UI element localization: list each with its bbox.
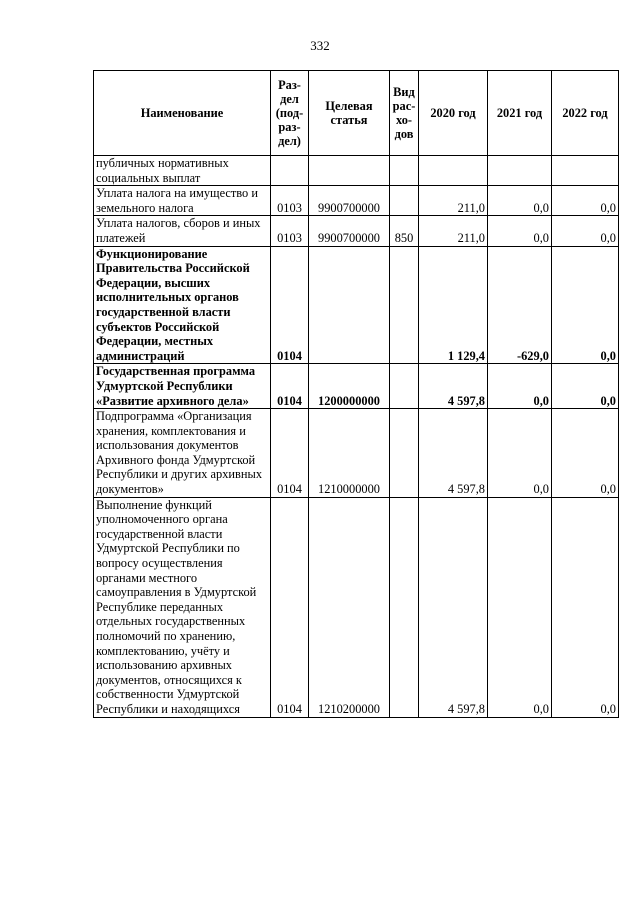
header-article: Целевая статья xyxy=(309,71,390,156)
cell-2021: 0,0 xyxy=(488,364,552,409)
cell-article xyxy=(309,246,390,364)
header-kind: Вид рас- хо- дов xyxy=(390,71,419,156)
cell-2021: 0,0 xyxy=(488,186,552,216)
cell-article: 9900700000 xyxy=(309,216,390,246)
cell-kind: 850 xyxy=(390,216,419,246)
cell-2020: 211,0 xyxy=(419,186,488,216)
cell-kind xyxy=(390,364,419,409)
cell-section xyxy=(271,156,309,186)
table-header-row xyxy=(94,71,619,156)
table-row xyxy=(94,186,619,216)
cell-2022: 0,0 xyxy=(552,409,619,498)
cell-2022: 0,0 xyxy=(552,246,619,364)
cell-article: 1200000000 xyxy=(309,364,390,409)
budget-table xyxy=(93,70,619,718)
header-2021: 2021 год xyxy=(488,71,552,156)
table-body xyxy=(94,156,619,718)
cell-article xyxy=(309,156,390,186)
cell-section: 0104 xyxy=(271,246,309,364)
cell-section: 0103 xyxy=(271,216,309,246)
cell-kind xyxy=(390,186,419,216)
table-row xyxy=(94,364,619,409)
cell-2021 xyxy=(488,156,552,186)
cell-2022: 0,0 xyxy=(552,364,619,409)
cell-2021: 0,0 xyxy=(488,409,552,498)
header-2020: 2020 год xyxy=(419,71,488,156)
cell-kind xyxy=(390,156,419,186)
cell-article: 1210000000 xyxy=(309,409,390,498)
cell-name: Функционирование Правительства Российской Федерации, высших исполнительных органов государственной власти субъектов Российской Федерации, местных администраций xyxy=(94,246,271,364)
cell-name: Выполнение функций уполномоченного органа государственной власти Удмуртской Республики по вопросу осуществления органами местного самоуправления в Удмуртской Республике переданных отдельных государственных полномочий по хранению, комплектованию, учёту и использованию архивных документов, относящихся к собственности Удмуртской Республики и находящихся xyxy=(94,497,271,717)
cell-2021: 0,0 xyxy=(488,497,552,717)
cell-name: Подпрограмма «Организация хранения, комплектования и использования документов Архивного фонда Удмуртской Республики и других архивных документов» xyxy=(94,409,271,498)
cell-2020: 4 597,8 xyxy=(419,409,488,498)
cell-2020: 4 597,8 xyxy=(419,497,488,717)
cell-name: публичных нормативных социальных выплат xyxy=(94,156,271,186)
cell-2022 xyxy=(552,156,619,186)
cell-kind xyxy=(390,497,419,717)
cell-2020: 4 597,8 xyxy=(419,364,488,409)
page-number: 332 xyxy=(310,38,330,53)
cell-name: Уплата налога на имущество и земельного налога xyxy=(94,186,271,216)
cell-2021: -629,0 xyxy=(488,246,552,364)
cell-2022: 0,0 xyxy=(552,186,619,216)
cell-section: 0104 xyxy=(271,409,309,498)
header-section: Раз- дел (под- раз- дел) xyxy=(271,71,309,156)
cell-2020: 1 129,4 xyxy=(419,246,488,364)
cell-name: Государственная программа Удмуртской Республики «Развитие архивного дела» xyxy=(94,364,271,409)
cell-section: 0103 xyxy=(271,186,309,216)
cell-2021: 0,0 xyxy=(488,216,552,246)
cell-2022: 0,0 xyxy=(552,216,619,246)
header-name: Наименование xyxy=(94,71,271,156)
cell-2020 xyxy=(419,156,488,186)
cell-2022: 0,0 xyxy=(552,497,619,717)
table-row xyxy=(94,497,619,717)
cell-kind xyxy=(390,409,419,498)
header-2022: 2022 год xyxy=(552,71,619,156)
cell-article: 1210200000 xyxy=(309,497,390,717)
cell-name: Уплата налогов, сборов и иных платежей xyxy=(94,216,271,246)
cell-section: 0104 xyxy=(271,364,309,409)
table-row xyxy=(94,409,619,498)
cell-2020: 211,0 xyxy=(419,216,488,246)
cell-kind xyxy=(390,246,419,364)
table-row xyxy=(94,246,619,364)
table-row xyxy=(94,216,619,246)
cell-article: 9900700000 xyxy=(309,186,390,216)
cell-section: 0104 xyxy=(271,497,309,717)
table-row xyxy=(94,156,619,186)
